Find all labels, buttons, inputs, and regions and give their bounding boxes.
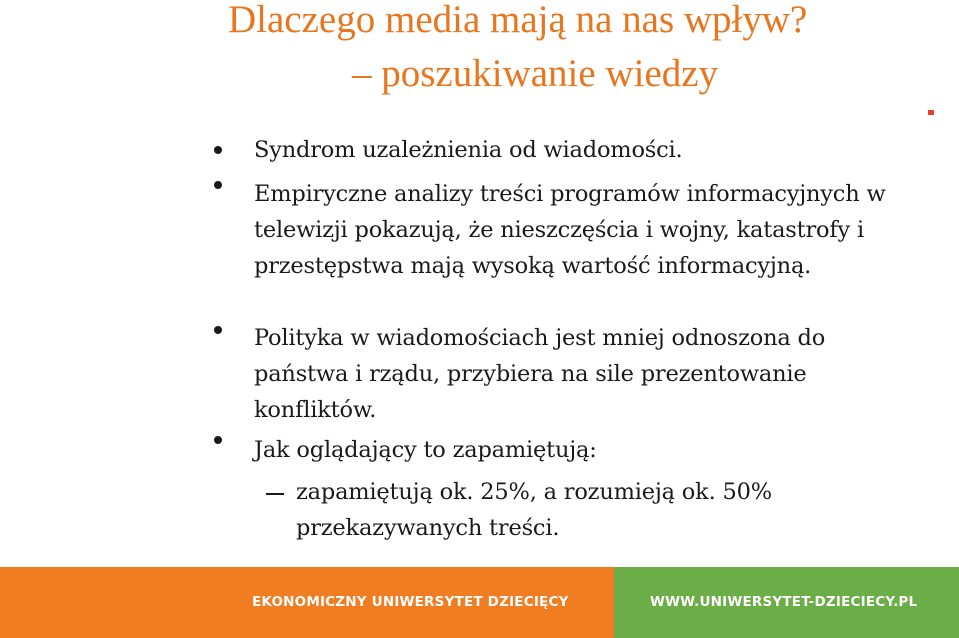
bullet-item: Polityka w wiadomościach jest mniej odnoszona do państwa i rządu, przybiera na sile prezentowanie konfliktów.: [254, 325, 826, 423]
sub-bullet-dash: [266, 493, 284, 495]
bullet-dot: [214, 436, 222, 444]
footer-left-band: [0, 567, 614, 638]
bullet-dot: [214, 181, 222, 189]
sub-bullet-item: zapamiętują ok. 25%, a rozumieją ok. 50% przekazywanych treści.: [296, 479, 772, 541]
bullet-item: Jak oglądający to zapamiętują:: [254, 437, 597, 463]
slide-title-line1: Dlaczego media mają na nas wpływ?: [228, 0, 808, 41]
bullet-dot: [214, 146, 222, 154]
bullet-item: Syndrom uzależnienia od wiadomości.: [254, 137, 683, 163]
footer: [0, 567, 959, 638]
footer-right-band: [614, 567, 959, 638]
slide-title-line2: – poszukiwanie wiedzy: [352, 52, 719, 95]
footer-org-name: EKONOMICZNY UNIWERSYTET DZIECIĘCY: [252, 594, 569, 610]
bullet-item: Empiryczne analizy treści programów informacyjnych w telewizji pokazują, że nieszczęścia i wojny, katastrofy i przestępstwa mają wysoką wartość informacyjną.: [254, 181, 886, 279]
bullet-dot: [214, 326, 222, 334]
accent-mark: [928, 110, 934, 115]
footer-website-link[interactable]: WWW.UNIWERSYTET-DZIECIECY.PL: [650, 594, 918, 610]
